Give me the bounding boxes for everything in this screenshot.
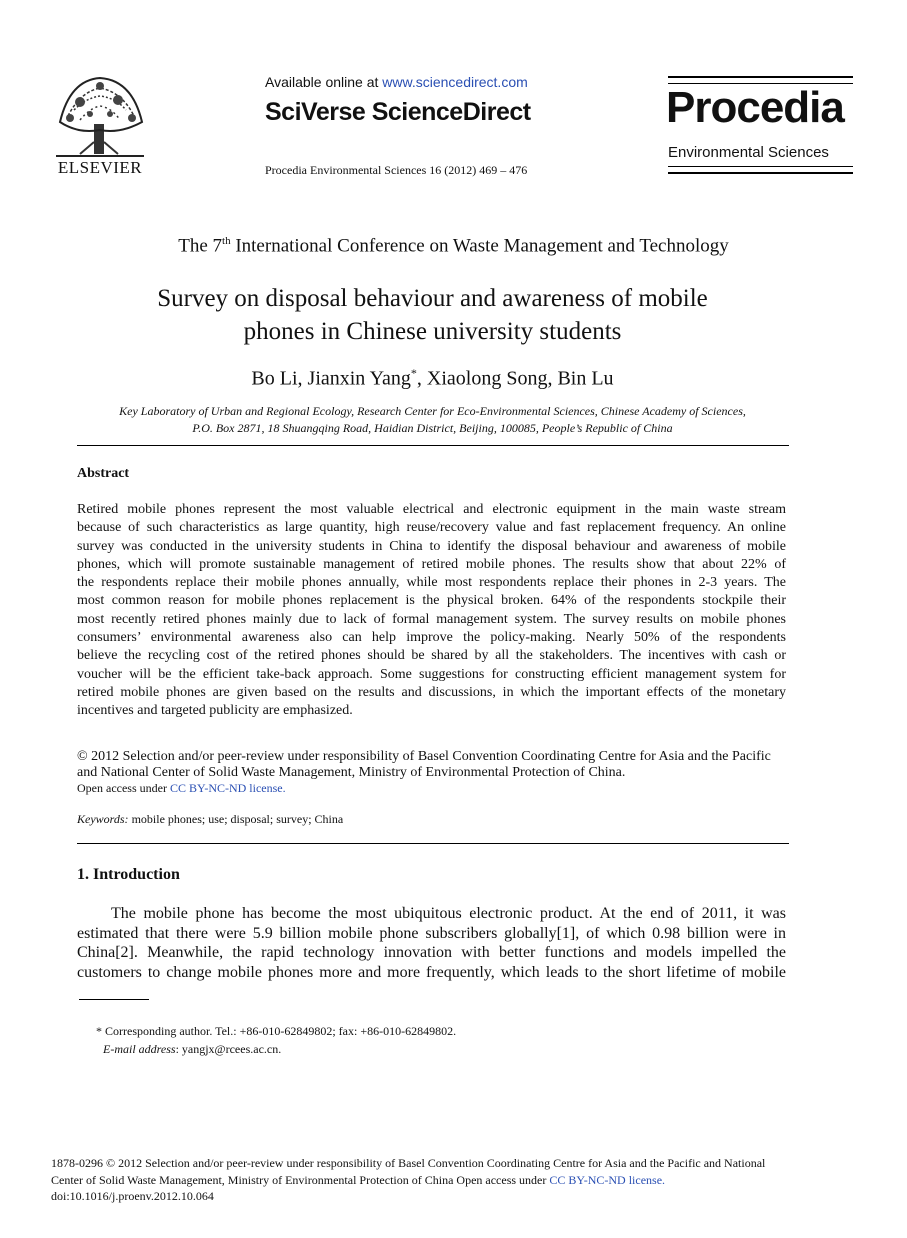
abstract-line: because of such characteristics as large quantity, high reuse/recovery value and fast replacement frequency. An online [77, 520, 786, 536]
abstract-line: believe the recycling cost of the retired phones should be shared by all the stakeholders. The incentives with cash or [77, 648, 786, 664]
footer-line-2-text: Center of Solid Waste Management, Ministry of Environmental Protection of China Open access under [51, 1172, 550, 1187]
journal-reference: Procedia Environmental Sciences 16 (2012) 469 – 476 [265, 163, 528, 177]
footer-license-link[interactable]: CC BY-NC-ND license. [549, 1172, 666, 1187]
conference-rest: International Conference on Waste Management and Technology [230, 235, 729, 257]
abstract-line: consumers’ environmental awareness also can help improve the policy-making. Nearly 50% of the respondents [77, 630, 786, 646]
abstract-body [77, 501, 786, 721]
author-list [0, 366, 865, 391]
header-divider [77, 445, 789, 446]
elsevier-wordmark: ELSEVIER [57, 158, 143, 177]
introduction-body [77, 904, 786, 982]
procedia-logo-subtitle: Environmental Sciences [668, 144, 829, 161]
abstract-line: Retired mobile phones represent the most valuable electrical and electronic equipment in the main waste stream [77, 502, 786, 517]
title-line-2: phones in Chinese university students [243, 318, 622, 345]
authors-part-1: Bo Li, Jianxin Yang [251, 367, 411, 390]
procedia-logo-title: Procedia [666, 83, 844, 132]
email-label: E-mail address [103, 1042, 176, 1056]
title-line-1: Survey on disposal behaviour and awareness of mobile [157, 285, 708, 312]
abstract-line: survey was conducted in the university students in China to identify the disposal behaviour and awareness of mobile [77, 538, 786, 554]
corresponding-author-footnote: * Corresponding author. Tel.: +86-010-62849802; fax: +86-010-62849802. [96, 1024, 457, 1038]
footer-doi: doi:10.1016/j.proenv.2012.10.064 [51, 1189, 214, 1203]
email-footnote [103, 1042, 281, 1057]
procedia-bottom-rule [668, 166, 853, 174]
abstract-line: phones, which will promote sustainable management of retired mobile phones. The results show that about 22% of [77, 556, 786, 572]
abstract-line: incentives and targeted publicity are emphasized. [77, 703, 353, 719]
affiliation-line-1: Key Laboratory of Urban and Regional Ecology, Research Center for Eco-Environmental Sciences, Chinese Academy of Sciences, [119, 404, 746, 418]
open-access-note [77, 781, 286, 796]
abstract-line: retired mobile phones are given based on the results and discussions, in which the important effects of the monetary [77, 684, 786, 700]
keywords-list: mobile phones; use; disposal; survey; China [128, 812, 344, 826]
page-footer [51, 1155, 851, 1205]
abstract-line: voucher will be the efficient take-back approach. Some suggestions for constructing efficient management system for [77, 666, 786, 682]
copyright-line-2: and National Center of Solid Waste Management, Ministry of Environmental Protection of China. [77, 765, 626, 780]
paper-title [60, 282, 805, 348]
footer-line-2 [51, 1172, 851, 1189]
intro-line: estimated that there were 5.9 billion mobile phone subscribers globally[1], of which 0.98 billion were in [77, 924, 786, 942]
email-value[interactable]: : yangjx@rcees.ac.cn. [175, 1042, 282, 1056]
corresponding-mark: * [410, 366, 417, 380]
sciverse-sciencedirect-logo: SciVerse ScienceDirect [265, 98, 531, 126]
abstract-line: most common reason for mobile phones replacement is the physical broken. 64% of the respondents stockpile their [77, 593, 786, 609]
abstract-heading: Abstract [77, 466, 130, 481]
abstract-line: most recently retired phones mainly due to lack of formal management system. The survey results on mobile phones [77, 611, 786, 627]
abstract-divider [77, 843, 789, 844]
conference-name [0, 235, 907, 257]
available-online [265, 74, 528, 90]
affiliation-line-2: P.O. Box 2871, 18 Shuangqing Road, Haidian District, Beijing, 100085, People’s Republic of China [192, 421, 673, 435]
intro-line: The mobile phone has become the most ubiquitous electronic product. At the end of 2011, it was [111, 905, 786, 922]
keywords [77, 812, 343, 827]
license-link[interactable]: CC BY-NC-ND license. [169, 781, 286, 795]
copyright-statement [77, 749, 807, 781]
authors-part-2: , Xiaolong Song, Bin Lu [416, 367, 614, 390]
footer-line-1: 1878-0296 © 2012 Selection and/or peer-review under responsibility of Basel Convention Coordinating Centre for Asia and the Pacific and National [51, 1156, 766, 1170]
keywords-label: Keywords: [77, 812, 129, 826]
conference-prefix: The 7 [178, 235, 223, 257]
introduction-heading: 1. Introduction [77, 866, 180, 883]
affiliation [60, 403, 805, 437]
footnote-divider [79, 999, 149, 1000]
intro-line: customers to change mobile phones more and more frequently, which leads to the short lifetime of mobile [77, 963, 786, 981]
sciencedirect-link[interactable]: www.sciencedirect.com [382, 74, 528, 90]
intro-line: China[2]. Meanwhile, the rapid technology innovation with better functions and models impelled the [77, 944, 786, 961]
open-access-label: Open access under [77, 781, 170, 795]
abstract-line: the respondents replace their mobile phones annually, while most respondents replace their phones in 2-3 years. The [77, 575, 786, 591]
copyright-line-1: © 2012 Selection and/or peer-review under responsibility of Basel Convention Coordinating Centre for Asia and the Pacific [77, 749, 771, 764]
available-online-label: Available online at [265, 74, 383, 90]
conference-ordinal: th [222, 235, 231, 247]
